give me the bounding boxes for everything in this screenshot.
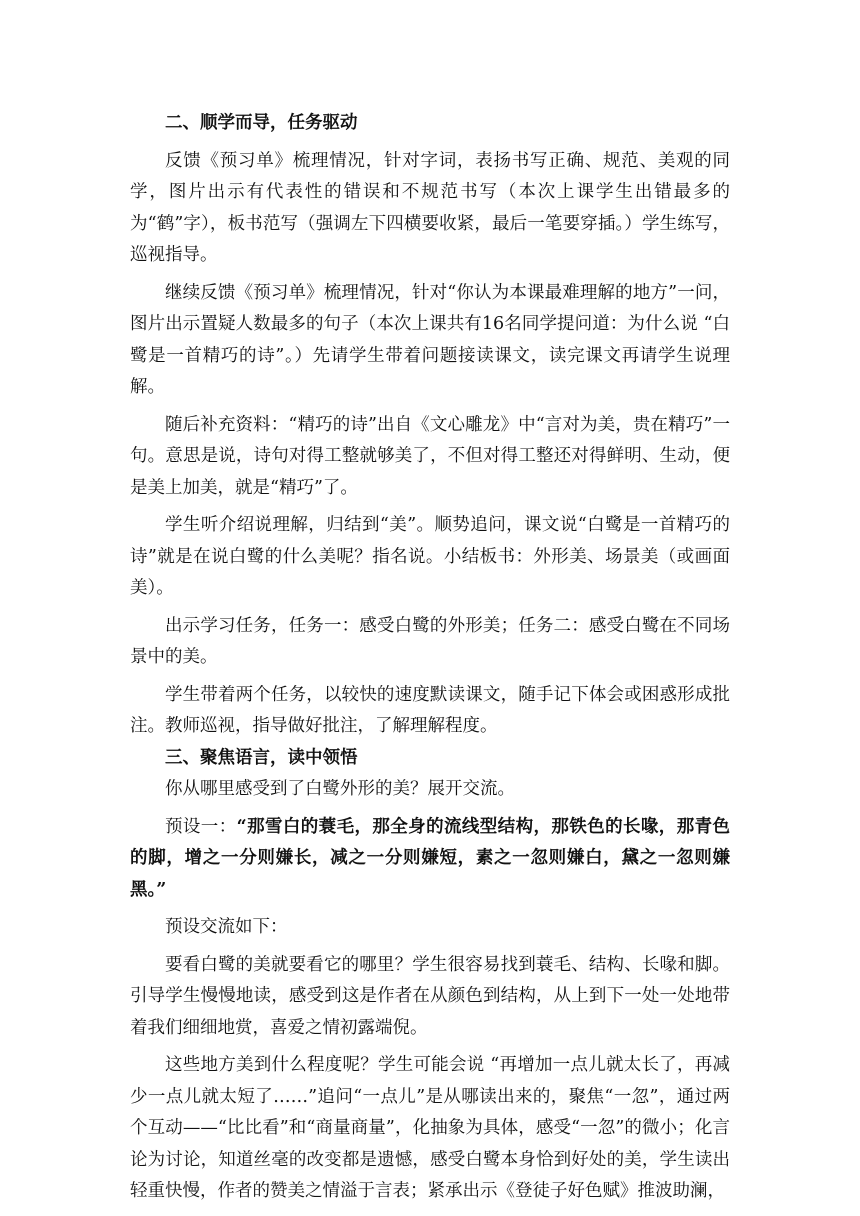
paragraph: 你从哪里感受到了白鹭外形的美？展开交流。 — [165, 779, 515, 799]
paragraph: 随后补充资料：“精巧的诗”出自《文心雕龙》中“言对为美，贵在精巧”一句。意思是说，诗句对得工整就够美了，不但对得工整还对得鲜明、生动，便是美上加美，就是“精巧”了。 — [130, 414, 730, 498]
preset-paragraph — [130, 812, 730, 907]
paragraph: 预设交流如下： — [165, 917, 288, 937]
paragraph: 继续反馈《预习单》梳理情况，针对“你认为本课最难理解的地方”一问，图片出示置疑人数最多的句子（本次上课共有16名同学提问道：为什么说 “白鹭是一首精巧的诗”。）先请学生带着问题接读课文，读完课文再请学生说理解。 — [130, 282, 730, 397]
preset-label: 预设一： — [165, 816, 237, 837]
paragraph: 出示学习任务，任务一：感受白鹭的外形美；任务二：感受白鹭在不同场景中的美。 — [130, 615, 730, 667]
section-heading-2: 二、顺学而导，任务驱动 — [165, 113, 358, 133]
paragraph: 学生带着两个任务，以较快的速度默读课文，随手记下体会或困惑形成批注。教师巡视，指导做好批注，了解理解程度。 — [130, 684, 730, 736]
document-page — [130, 108, 730, 1208]
paragraph: 学生听介绍说理解，归结到“美”。顺势追问，课文说“白鹭是一首精巧的诗”就是在说白鹭的什么美呢？指名说。小结板书：外形美、场景美（或画面美）。 — [130, 515, 730, 598]
section-heading-3: 三、聚焦语言，读中领悟 — [165, 747, 358, 768]
paragraph: 要看白鹭的美就要看它的哪里？学生很容易找到蓑毛、结构、长喙和脚。引导学生慢慢地读，感受到这是作者在从颜色到结构，从上到下一处一处地带着我们细细地赏，喜爱之情初露端倪。 — [130, 954, 730, 1038]
paragraph: 这些地方美到什么程度呢？学生可能会说 “再增加一点儿就太长了，再减少一点儿就太短了……”追问“一点儿”是从哪读出来的，聚焦“一忽”，通过两个互动——“比比看”和“商量商量”，化抽象为具体，感受“一忽”的微小；化言论为讨论，知道丝毫的改变都是遗憾，感受白鹭本身恰到好处的美，学生读出轻重快慢，作者的赞美之情溢于言表；紧承出示《登徒子好色赋》推波助澜， — [130, 1055, 730, 1201]
preset-quote: “那雪白的蓑毛，那全身的流线型结构，那铁色的长喙，那青色的脚，增之一分则嫌长，减之一分则嫌短，素之一忽则嫌白，黛之一忽则嫌黑。” — [130, 816, 730, 900]
paragraph: 反馈《预习单》梳理情况，针对字词，表扬书写正确、规范、美观的同学，图片出示有代表性的错误和不规范书写（本次上课学生出错最多的为“鹤”字），板书范写（强调左下四横要收紧，最后一笔要穿插。）学生练写，巡视指导。 — [130, 150, 730, 265]
